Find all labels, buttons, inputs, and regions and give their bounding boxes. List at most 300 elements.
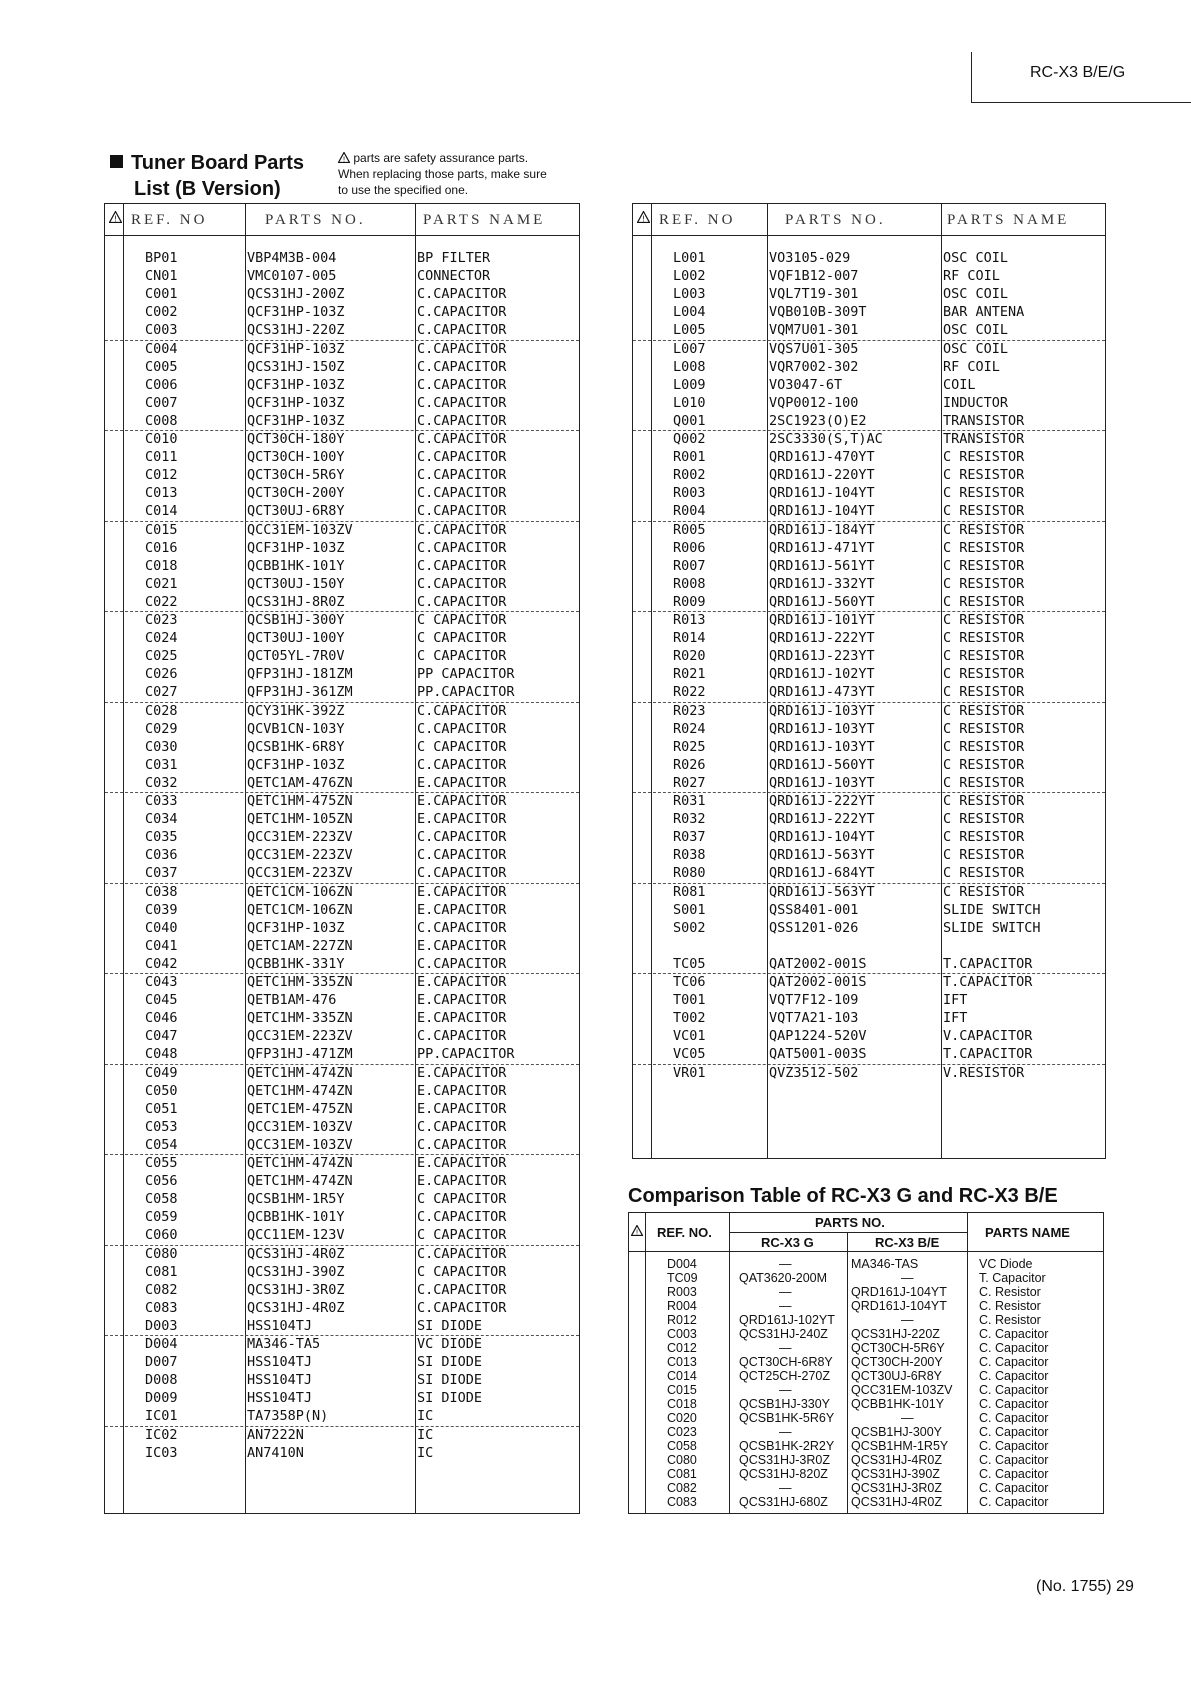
parts-name: C.CAPACITOR xyxy=(417,919,507,936)
parts-no: VQF1B12-007 xyxy=(769,268,859,285)
parts-no: QCF31HP-103Z xyxy=(247,376,345,393)
parts-no: QCT30CH-200Y xyxy=(247,485,345,502)
parts-no: QCC11EM-123V xyxy=(247,1227,345,1244)
table-row xyxy=(105,991,579,1009)
parts-name: C RESISTOR xyxy=(943,738,1025,755)
parts-name: INDUCTOR xyxy=(943,394,1009,411)
parts-no-be: — xyxy=(901,1271,914,1285)
parts-no: QCT30UJ-150Y xyxy=(247,575,345,592)
table-row xyxy=(633,810,1105,828)
table-row xyxy=(105,1082,579,1100)
parts-no-g: — xyxy=(779,1383,792,1397)
ref-no: C058 xyxy=(667,1439,697,1453)
table-row xyxy=(633,448,1105,466)
ref-no: C056 xyxy=(145,1173,178,1190)
table-row xyxy=(105,1353,579,1371)
parts-name: C RESISTOR xyxy=(943,720,1025,737)
parts-no-be: QCS31HJ-390Z xyxy=(851,1467,940,1481)
ref-no: C014 xyxy=(145,503,178,520)
table-row xyxy=(105,1190,579,1208)
model-title: RC-X3 B/E/G xyxy=(1030,64,1126,81)
parts-name: C.CAPACITOR xyxy=(417,865,507,882)
parts-no: QCT30CH-5R6Y xyxy=(247,467,345,484)
ref-no: L005 xyxy=(673,322,706,339)
table-row xyxy=(105,1064,579,1082)
parts-name: C.CAPACITOR xyxy=(417,286,507,303)
right-header-ref: REF. NO xyxy=(659,212,736,228)
parts-no-be: QCT30CH-5R6Y xyxy=(851,1341,945,1355)
table-row xyxy=(105,901,579,919)
parts-no: QRD161J-563YT xyxy=(769,847,875,864)
parts-no: VQL7T19-301 xyxy=(769,286,859,303)
table-row xyxy=(629,1355,1103,1369)
parts-name: C RESISTOR xyxy=(943,557,1025,574)
parts-no: VBP4M3B-004 xyxy=(247,250,337,266)
parts-no: QCF31HP-103Z xyxy=(247,919,345,936)
ref-no: R023 xyxy=(673,702,706,719)
ref-no: C058 xyxy=(145,1191,178,1208)
parts-name: C RESISTOR xyxy=(943,702,1025,719)
parts-name: E.CAPACITOR xyxy=(417,974,507,990)
parts-name: C.CAPACITOR xyxy=(417,485,507,502)
ref-no: R022 xyxy=(673,684,706,701)
parts-no: QRD161J-563YT xyxy=(769,883,875,900)
parts-no: QRD161J-223YT xyxy=(769,648,875,665)
table-row xyxy=(105,828,579,846)
table-row xyxy=(105,448,579,466)
parts-name: C. Resistor xyxy=(979,1313,1041,1327)
parts-no: QFP31HJ-471ZM xyxy=(247,1046,353,1063)
parts-no-g: QCT25CH-270Z xyxy=(739,1369,830,1383)
table-row xyxy=(629,1397,1103,1411)
table-row xyxy=(105,1172,579,1190)
ref-no: C029 xyxy=(145,720,178,737)
table-row xyxy=(633,557,1105,575)
table-row xyxy=(629,1495,1103,1509)
table-row xyxy=(105,1371,579,1389)
ref-no: C010 xyxy=(145,431,178,447)
ref-no: R012 xyxy=(667,1313,697,1327)
table-row xyxy=(629,1327,1103,1341)
parts-name: VC Diode xyxy=(979,1257,1033,1271)
ref-no: C023 xyxy=(145,612,178,628)
parts-no: QCT30CH-180Y xyxy=(247,431,345,447)
ref-no: C023 xyxy=(667,1425,697,1439)
parts-name: IFT xyxy=(943,992,968,1009)
parts-name: C RESISTOR xyxy=(943,575,1025,592)
parts-no: VO3047-6T xyxy=(769,376,843,393)
parts-name: C.CAPACITOR xyxy=(417,358,507,375)
table-row xyxy=(629,1411,1103,1425)
ref-no: R006 xyxy=(673,539,706,556)
table-row xyxy=(633,575,1105,593)
table-row xyxy=(105,285,579,303)
parts-name: OSC COIL xyxy=(943,340,1009,357)
table-row xyxy=(105,1317,579,1335)
parts-no: QCC31EM-103ZV xyxy=(247,1118,353,1135)
table-row xyxy=(633,846,1105,864)
parts-name: E.CAPACITOR xyxy=(417,901,507,918)
table-row xyxy=(633,883,1105,901)
table-row xyxy=(633,828,1105,846)
parts-no: QCC31EM-223ZV xyxy=(247,829,353,846)
table-row xyxy=(105,394,579,412)
warning-triangle-icon xyxy=(338,152,350,163)
table-row xyxy=(105,955,579,973)
ref-no: D009 xyxy=(145,1390,178,1407)
ref-no: C080 xyxy=(145,1245,178,1262)
parts-name: C. Capacitor xyxy=(979,1467,1049,1481)
parts-no: QRD161J-101YT xyxy=(769,612,875,628)
ref-no: C011 xyxy=(145,449,178,466)
table-row xyxy=(105,1335,579,1353)
parts-name: C RESISTOR xyxy=(943,503,1025,520)
ref-no: VC01 xyxy=(673,1028,706,1045)
table-row xyxy=(105,1100,579,1118)
table-row xyxy=(105,1118,579,1136)
ref-no: R037 xyxy=(673,829,706,846)
parts-no: HSS104TJ xyxy=(247,1354,313,1371)
table-row xyxy=(629,1439,1103,1453)
parts-name: C CAPACITOR xyxy=(417,738,507,755)
parts-name: C RESISTOR xyxy=(943,521,1025,538)
parts-name: E.CAPACITOR xyxy=(417,1155,507,1171)
table-row xyxy=(633,864,1105,882)
ref-no: R026 xyxy=(673,756,706,773)
table-row xyxy=(633,955,1105,973)
parts-no: QRD161J-102YT xyxy=(769,666,875,683)
ref-no: R038 xyxy=(673,847,706,864)
parts-name: C. Capacitor xyxy=(979,1341,1049,1355)
parts-name: E.CAPACITOR xyxy=(417,992,507,1009)
parts-no: HSS104TJ xyxy=(247,1317,313,1334)
ref-no: C043 xyxy=(145,974,178,990)
parts-name: C.CAPACITOR xyxy=(417,304,507,321)
ref-no: D004 xyxy=(145,1336,178,1352)
parts-no: QRD161J-103YT xyxy=(769,720,875,737)
ref-no: C032 xyxy=(145,774,178,791)
table-row xyxy=(633,702,1105,720)
ref-no: R007 xyxy=(673,557,706,574)
parts-no-be: QCS31HJ-220Z xyxy=(851,1327,940,1341)
left-header-parts-name: PARTS NAME xyxy=(423,212,546,228)
table-row xyxy=(633,1064,1105,1082)
parts-name: BAR ANTENA xyxy=(943,304,1025,321)
table-row xyxy=(633,991,1105,1009)
table-row xyxy=(633,376,1105,394)
ref-no: R003 xyxy=(673,485,706,502)
parts-name: C.CAPACITOR xyxy=(417,394,507,411)
parts-name: C.CAPACITOR xyxy=(417,1281,507,1298)
parts-no: QETC1HM-474ZN xyxy=(247,1064,353,1081)
table-row xyxy=(105,973,579,991)
table-row xyxy=(105,557,579,575)
table-row xyxy=(105,1263,579,1281)
table-row xyxy=(105,1389,579,1407)
table-row xyxy=(633,430,1105,448)
parts-no: QRD161J-332YT xyxy=(769,575,875,592)
parts-name: SI DIODE xyxy=(417,1390,483,1407)
table-row xyxy=(633,720,1105,738)
ref-no: C039 xyxy=(145,901,178,918)
table-row xyxy=(105,593,579,611)
parts-name: C CAPACITOR xyxy=(417,612,507,628)
ref-no: C024 xyxy=(145,630,178,647)
table-row xyxy=(105,1245,579,1263)
parts-no: QETC1HM-474ZN xyxy=(247,1155,353,1171)
ref-no: C003 xyxy=(145,322,178,339)
table-row xyxy=(105,376,579,394)
ref-no: R013 xyxy=(673,612,706,628)
parts-no: QCS31HJ-150Z xyxy=(247,358,345,375)
parts-no: QFP31HJ-181ZM xyxy=(247,666,353,683)
parts-no: QCS31HJ-4R0Z xyxy=(247,1299,345,1316)
ref-no: C045 xyxy=(145,992,178,1009)
parts-name: C. Resistor xyxy=(979,1299,1041,1313)
warning-triangle-icon xyxy=(631,1225,643,1236)
parts-no-g: — xyxy=(779,1299,792,1313)
parts-no: QETC1AM-476ZN xyxy=(247,774,353,791)
parts-no: QCF31HP-103Z xyxy=(247,304,345,321)
parts-no: QRD161J-222YT xyxy=(769,793,875,809)
parts-no: QRD161J-473YT xyxy=(769,684,875,701)
parts-no-be: QCSB1HM-1R5Y xyxy=(851,1439,949,1453)
table-row xyxy=(105,321,579,339)
table-row xyxy=(105,521,579,539)
parts-no-g: — xyxy=(779,1257,792,1271)
ref-no: C046 xyxy=(145,1010,178,1027)
warning-triangle-icon xyxy=(109,211,122,223)
parts-no: QAT5001-003S xyxy=(769,1046,867,1063)
ref-no: IC01 xyxy=(145,1408,178,1425)
table-row xyxy=(105,919,579,937)
parts-no: QRD161J-222YT xyxy=(769,811,875,828)
ref-no: C015 xyxy=(145,521,178,538)
svg-text:!: ! xyxy=(342,155,346,163)
ref-no: C007 xyxy=(145,394,178,411)
parts-no: VQR7002-302 xyxy=(769,358,859,375)
ref-no: C082 xyxy=(667,1481,697,1495)
parts-no: QETC1AM-227ZN xyxy=(247,937,353,954)
parts-no: QRD161J-222YT xyxy=(769,630,875,647)
ref-no: C025 xyxy=(145,648,178,665)
parts-name: C RESISTOR xyxy=(943,593,1025,610)
parts-no: QETC1HM-474ZN xyxy=(247,1082,353,1099)
parts-no: QETC1HM-335ZN xyxy=(247,974,353,990)
parts-name: SI DIODE xyxy=(417,1317,483,1334)
parts-name: C.CAPACITOR xyxy=(417,503,507,520)
parts-name: C.CAPACITOR xyxy=(417,557,507,574)
table-row xyxy=(633,647,1105,665)
right-header-parts-no: PARTS NO. xyxy=(785,212,886,228)
table-row xyxy=(629,1299,1103,1313)
ref-no: R009 xyxy=(673,593,706,610)
parts-name: C RESISTOR xyxy=(943,793,1025,809)
comparison-title: Comparison Table of RC-X3 G and RC-X3 B/E xyxy=(628,1185,1058,1207)
parts-name: C.CAPACITOR xyxy=(417,1118,507,1135)
parts-no: VQB010B-309T xyxy=(769,304,867,321)
parts-name: C RESISTOR xyxy=(943,449,1025,466)
parts-name: BP FILTER xyxy=(417,250,491,266)
parts-name: E.CAPACITOR xyxy=(417,883,507,900)
parts-name: C.CAPACITOR xyxy=(417,702,507,719)
parts-no: QSS1201-026 xyxy=(769,919,859,936)
parts-no: QCC31EM-223ZV xyxy=(247,847,353,864)
parts-no-be: QRD161J-104YT xyxy=(851,1285,947,1299)
parts-name: C RESISTOR xyxy=(943,539,1025,556)
parts-no-be: QCS31HJ-4R0Z xyxy=(851,1495,942,1509)
parts-no-be: QCT30UJ-6R8Y xyxy=(851,1369,942,1383)
table-row xyxy=(105,683,579,701)
table-row xyxy=(633,394,1105,412)
table-row xyxy=(633,1009,1105,1027)
parts-no: QRD161J-684YT xyxy=(769,865,875,882)
parts-no: QCC31EM-223ZV xyxy=(247,865,353,882)
parts-no-be: MA346-TAS xyxy=(851,1257,919,1271)
ref-no: R021 xyxy=(673,666,706,683)
parts-no-be: QCT30CH-200Y xyxy=(851,1355,943,1369)
ref-no: C059 xyxy=(145,1209,178,1226)
table-row xyxy=(633,340,1105,358)
parts-name: C.CAPACITOR xyxy=(417,340,507,357)
parts-no: QSS8401-001 xyxy=(769,901,859,918)
parts-no: QCC31EM-223ZV xyxy=(247,1028,353,1045)
parts-no: QCT05YL-7R0V xyxy=(247,648,345,665)
cmp-header-g: RC-X3 G xyxy=(761,1235,814,1250)
parts-name: C RESISTOR xyxy=(943,811,1025,828)
table-row xyxy=(633,1045,1105,1063)
table-row xyxy=(105,303,579,321)
ref-no: D004 xyxy=(667,1257,697,1271)
ref-no: C037 xyxy=(145,865,178,882)
parts-name: RF COIL xyxy=(943,268,1000,285)
table-row xyxy=(633,665,1105,683)
table-row xyxy=(105,702,579,720)
table-row xyxy=(629,1341,1103,1355)
parts-name: E.CAPACITOR xyxy=(417,1082,507,1099)
parts-no: QRD161J-103YT xyxy=(769,774,875,791)
parts-no: QCS31HJ-3R0Z xyxy=(247,1281,345,1298)
parts-no: QCF31HP-103Z xyxy=(247,412,345,429)
ref-no: D007 xyxy=(145,1354,178,1371)
parts-name: C. Capacitor xyxy=(979,1327,1049,1341)
left-parts-table xyxy=(104,203,580,1514)
parts-no: QAT2002-001S xyxy=(769,974,867,990)
parts-no-g: — xyxy=(779,1341,792,1355)
ref-no: R002 xyxy=(673,467,706,484)
parts-name: T.CAPACITOR xyxy=(943,1046,1033,1063)
parts-name: OSC COIL xyxy=(943,322,1009,339)
parts-no: QRD161J-103YT xyxy=(769,738,875,755)
parts-name: SI DIODE xyxy=(417,1372,483,1389)
cmp-header-parts-no: PARTS NO. xyxy=(815,1215,885,1230)
parts-name: T.CAPACITOR xyxy=(943,955,1033,972)
table-row xyxy=(633,937,1105,955)
parts-no-g: QCS31HJ-680Z xyxy=(739,1495,828,1509)
ref-no: C042 xyxy=(145,955,178,972)
ref-no: R005 xyxy=(673,521,706,538)
parts-no-g: QCSB1HK-2R2Y xyxy=(739,1439,835,1453)
warning-triangle-icon xyxy=(637,211,650,223)
table-row xyxy=(629,1383,1103,1397)
parts-name: E.CAPACITOR xyxy=(417,793,507,809)
ref-no: C036 xyxy=(145,847,178,864)
parts-no: QCT30UJ-100Y xyxy=(247,630,345,647)
ref-no: R025 xyxy=(673,738,706,755)
parts-name: E.CAPACITOR xyxy=(417,811,507,828)
table-row xyxy=(633,901,1105,919)
parts-name: C.CAPACITOR xyxy=(417,955,507,972)
ref-no: C083 xyxy=(145,1299,178,1316)
parts-name: C. Capacitor xyxy=(979,1453,1049,1467)
parts-name: C. Capacitor xyxy=(979,1369,1049,1383)
ref-no: C030 xyxy=(145,738,178,755)
parts-no-be: QCS31HJ-4R0Z xyxy=(851,1453,942,1467)
parts-name: COIL xyxy=(943,376,976,393)
parts-name: PP.CAPACITOR xyxy=(417,1046,515,1063)
ref-no: C005 xyxy=(145,358,178,375)
table-row xyxy=(105,412,579,430)
parts-name: C.CAPACITOR xyxy=(417,431,507,447)
parts-name: C. Capacitor xyxy=(979,1425,1049,1439)
parts-name: TRANSISTOR xyxy=(943,431,1025,447)
bullet-square-icon xyxy=(110,155,123,168)
ref-no: R032 xyxy=(673,811,706,828)
parts-name: IFT xyxy=(943,1010,968,1027)
parts-name: C RESISTOR xyxy=(943,829,1025,846)
table-row xyxy=(105,575,579,593)
table-row xyxy=(633,466,1105,484)
parts-name: C.CAPACITOR xyxy=(417,720,507,737)
table-row xyxy=(633,792,1105,810)
table-row xyxy=(105,864,579,882)
parts-name: E.CAPACITOR xyxy=(417,1064,507,1081)
ref-no: D003 xyxy=(145,1317,178,1334)
ref-no: L007 xyxy=(673,340,706,357)
parts-no: VO3105-029 xyxy=(769,250,851,266)
ref-no: R003 xyxy=(667,1285,697,1299)
ref-no: TC09 xyxy=(667,1271,698,1285)
cmp-header-name: PARTS NAME xyxy=(985,1225,1070,1240)
parts-name: V.RESISTOR xyxy=(943,1064,1025,1081)
parts-no: QRD161J-104YT xyxy=(769,485,875,502)
parts-name: C. Capacitor xyxy=(979,1355,1049,1369)
table-row xyxy=(633,303,1105,321)
table-row xyxy=(105,340,579,358)
parts-name: C. Capacitor xyxy=(979,1439,1049,1453)
parts-no: QRD161J-104YT xyxy=(769,829,875,846)
table-row xyxy=(105,810,579,828)
ref-no: R027 xyxy=(673,774,706,791)
table-row xyxy=(629,1481,1103,1495)
table-row xyxy=(105,1281,579,1299)
ref-no: R081 xyxy=(673,883,706,900)
table-row xyxy=(105,792,579,810)
parts-name: T. Capacitor xyxy=(979,1271,1046,1285)
ref-no: R024 xyxy=(673,720,706,737)
ref-no: C016 xyxy=(145,539,178,556)
right-parts-table xyxy=(632,203,1106,1159)
ref-no: C053 xyxy=(145,1118,178,1135)
parts-no-g: QRD161J-102YT xyxy=(739,1313,835,1327)
parts-no: QCVB1CN-103Y xyxy=(247,720,345,737)
parts-no: QRD161J-220YT xyxy=(769,467,875,484)
ref-no: L008 xyxy=(673,358,706,375)
ref-no: Q001 xyxy=(673,412,706,429)
parts-no: QCC31EM-103ZV xyxy=(247,521,353,538)
parts-no: QCY31HK-392Z xyxy=(247,702,345,719)
parts-no: VQS7U01-305 xyxy=(769,340,859,357)
